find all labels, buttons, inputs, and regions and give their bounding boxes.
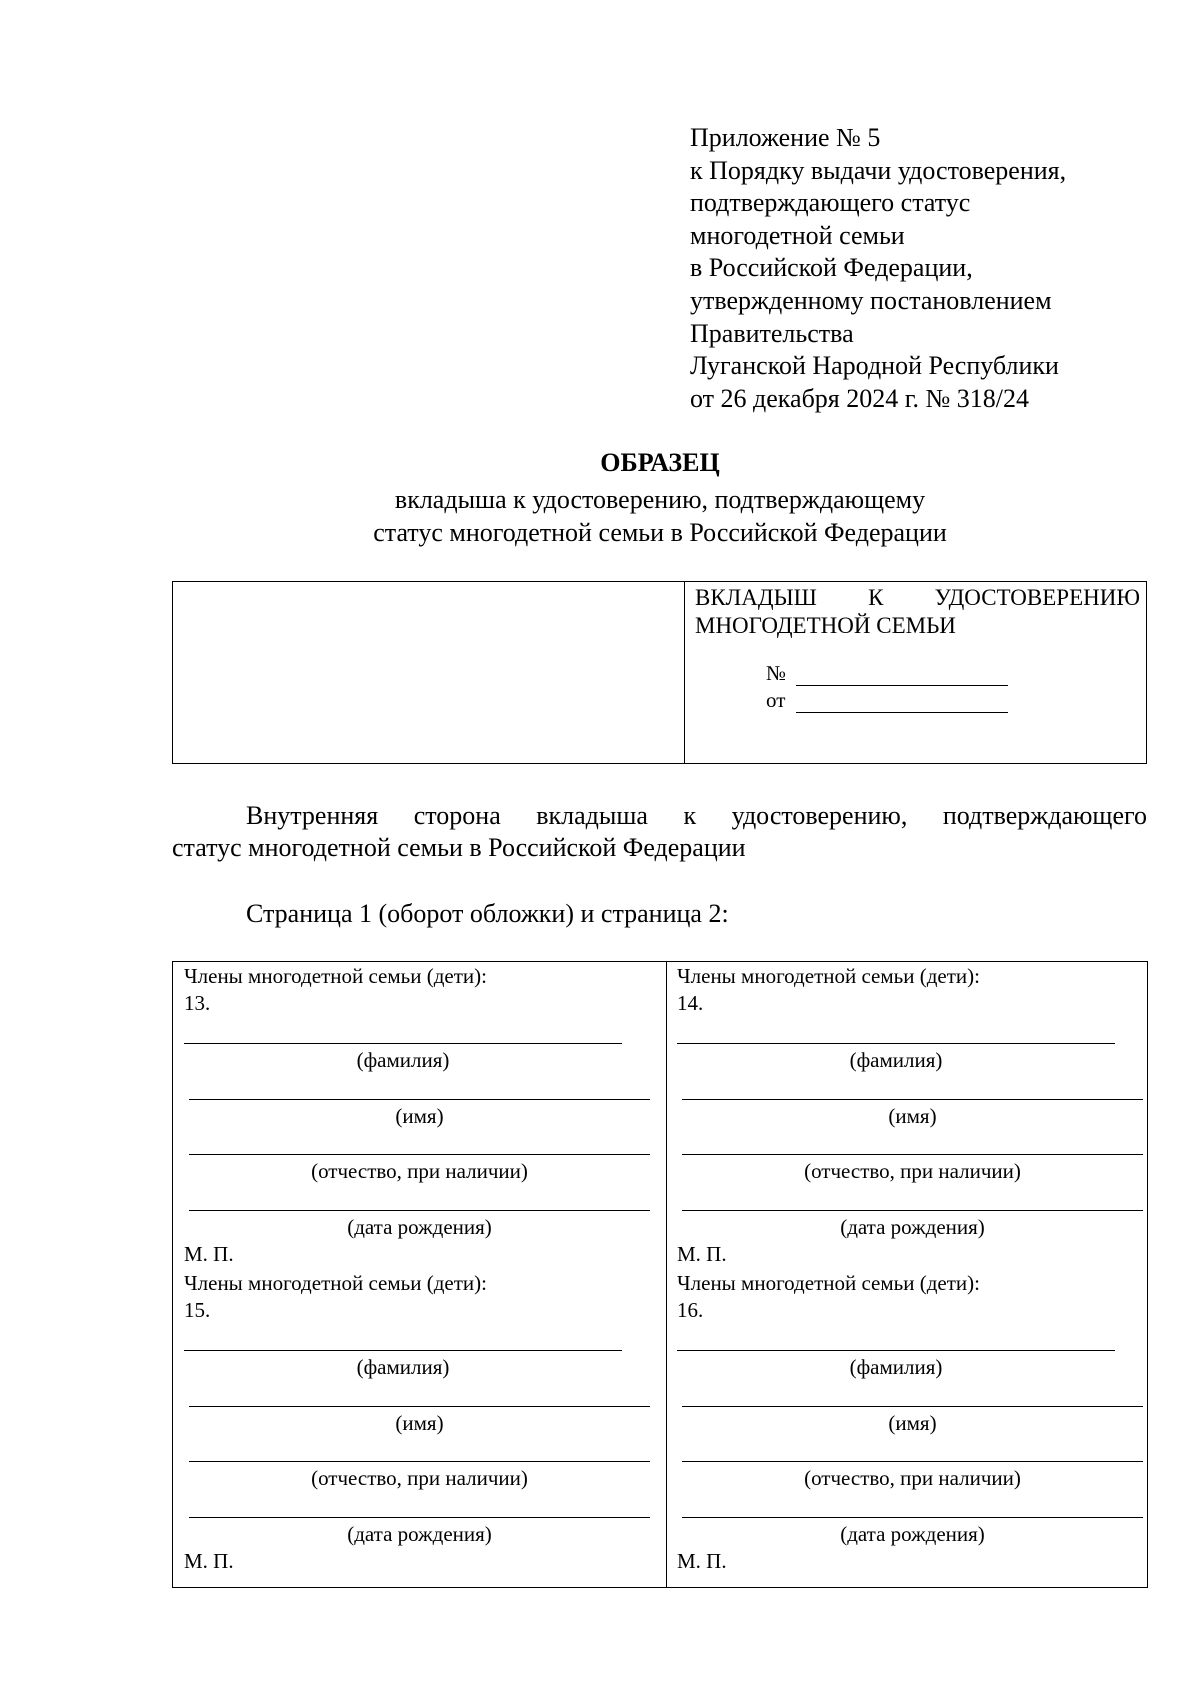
- member-heading: Члены многодетной семьи (дети):: [184, 964, 487, 988]
- inner-side-word: подтверждающего: [942, 801, 1147, 830]
- cover-divider: [684, 582, 685, 763]
- inner-side-word: к: [683, 801, 697, 830]
- inner-side-line2: статус многодетной семьи в Российской Федерации: [172, 833, 746, 862]
- number-field: [766, 661, 1008, 686]
- seal-mark: М. П.: [184, 1549, 234, 1573]
- document-subtitle-line2: статус многодетной семьи в Российской Федерации: [373, 518, 947, 547]
- member-number: 14.: [677, 991, 704, 1015]
- patronymic-caption: (отчество, при наличии): [311, 1466, 528, 1490]
- appendix-line: подтверждающего статус: [690, 188, 971, 218]
- cover-heading-word: ВКЛАДЫШ: [695, 585, 817, 610]
- appendix-line: от 26 декабря 2024 г. № 318/24: [690, 383, 1030, 413]
- surname-line: [184, 1043, 622, 1044]
- member-number: 16.: [677, 1298, 704, 1322]
- name-line: [682, 1099, 1143, 1100]
- patronymic-caption: (отчество, при наличии): [311, 1159, 528, 1183]
- appendix-line: к Порядку выдачи удостоверения,: [690, 155, 1067, 185]
- seal-mark: М. П.: [184, 1242, 234, 1266]
- member-heading: Члены многодетной семьи (дети):: [184, 1271, 487, 1295]
- date-line: [796, 691, 1008, 713]
- birth-date-caption: (дата рождения): [840, 1215, 985, 1239]
- surname-line: [677, 1043, 1115, 1044]
- patronymic-line: [682, 1154, 1143, 1155]
- name-line: [189, 1406, 650, 1407]
- name-caption: (имя): [888, 1411, 937, 1435]
- document-title: ОБРАЗЕЦ: [600, 448, 720, 477]
- surname-line: [184, 1350, 622, 1351]
- surname-line: [677, 1350, 1115, 1351]
- date-label: от: [766, 688, 786, 712]
- patronymic-caption: (отчество, при наличии): [804, 1466, 1021, 1490]
- member-heading: Члены многодетной семьи (дети):: [677, 964, 980, 988]
- surname-caption: (фамилия): [356, 1355, 450, 1379]
- number-line: [796, 664, 1008, 686]
- number-label: №: [766, 661, 787, 685]
- birth-date-line: [189, 1210, 650, 1211]
- appendix-line: в Российской Федерации,: [690, 253, 973, 283]
- cover-heading-word: К: [868, 585, 884, 610]
- birth-date-line: [682, 1517, 1143, 1518]
- birth-date-caption: (дата рождения): [840, 1522, 985, 1546]
- member-number: 13.: [184, 991, 211, 1015]
- name-line: [682, 1406, 1143, 1407]
- appendix-line: Правительства: [690, 318, 854, 348]
- date-field: [766, 688, 1008, 713]
- surname-caption: (фамилия): [356, 1048, 450, 1072]
- seal-mark: М. П.: [677, 1242, 727, 1266]
- surname-caption: (фамилия): [849, 1048, 943, 1072]
- surname-caption: (фамилия): [849, 1355, 943, 1379]
- patronymic-line: [682, 1461, 1143, 1462]
- pages-caption: Страница 1 (оборот обложки) и страница 2:: [246, 899, 729, 928]
- appendix-line: Приложение № 5: [690, 123, 881, 152]
- birth-date-caption: (дата рождения): [347, 1522, 492, 1546]
- members-divider: [666, 962, 667, 1587]
- inner-side-word: удостоверению,: [731, 801, 908, 830]
- inner-side-word: сторона: [413, 801, 501, 830]
- name-caption: (имя): [395, 1411, 444, 1435]
- name-caption: (имя): [888, 1104, 937, 1128]
- birth-date-caption: (дата рождения): [347, 1215, 492, 1239]
- patronymic-caption: (отчество, при наличии): [804, 1159, 1021, 1183]
- name-caption: (имя): [395, 1104, 444, 1128]
- name-line: [189, 1099, 650, 1100]
- cover-heading: [695, 584, 1140, 640]
- cover-heading-word: УДОСТОВЕРЕНИЮ: [934, 585, 1140, 610]
- appendix-line: утвержденному постановлением: [690, 285, 1052, 315]
- seal-mark: М. П.: [677, 1549, 727, 1573]
- appendix-line: Луганской Народной Республики: [690, 351, 1059, 381]
- patronymic-line: [189, 1461, 650, 1462]
- inner-side-word: вкладыша: [536, 801, 648, 830]
- appendix-header: [690, 122, 1066, 415]
- member-heading: Члены многодетной семьи (дети):: [677, 1271, 980, 1295]
- patronymic-line: [189, 1154, 650, 1155]
- birth-date-line: [682, 1210, 1143, 1211]
- birth-date-line: [189, 1517, 650, 1518]
- appendix-line: многодетной семьи: [690, 220, 905, 250]
- member-number: 15.: [184, 1298, 211, 1322]
- inner-side-word: Внутренняя: [246, 801, 379, 830]
- cover-heading-line2: МНОГОДЕТНОЙ СЕМЬИ: [695, 613, 956, 638]
- inner-side-paragraph: [172, 800, 1147, 864]
- document-subtitle-line1: вкладыша к удостоверению, подтверждающему: [394, 485, 926, 514]
